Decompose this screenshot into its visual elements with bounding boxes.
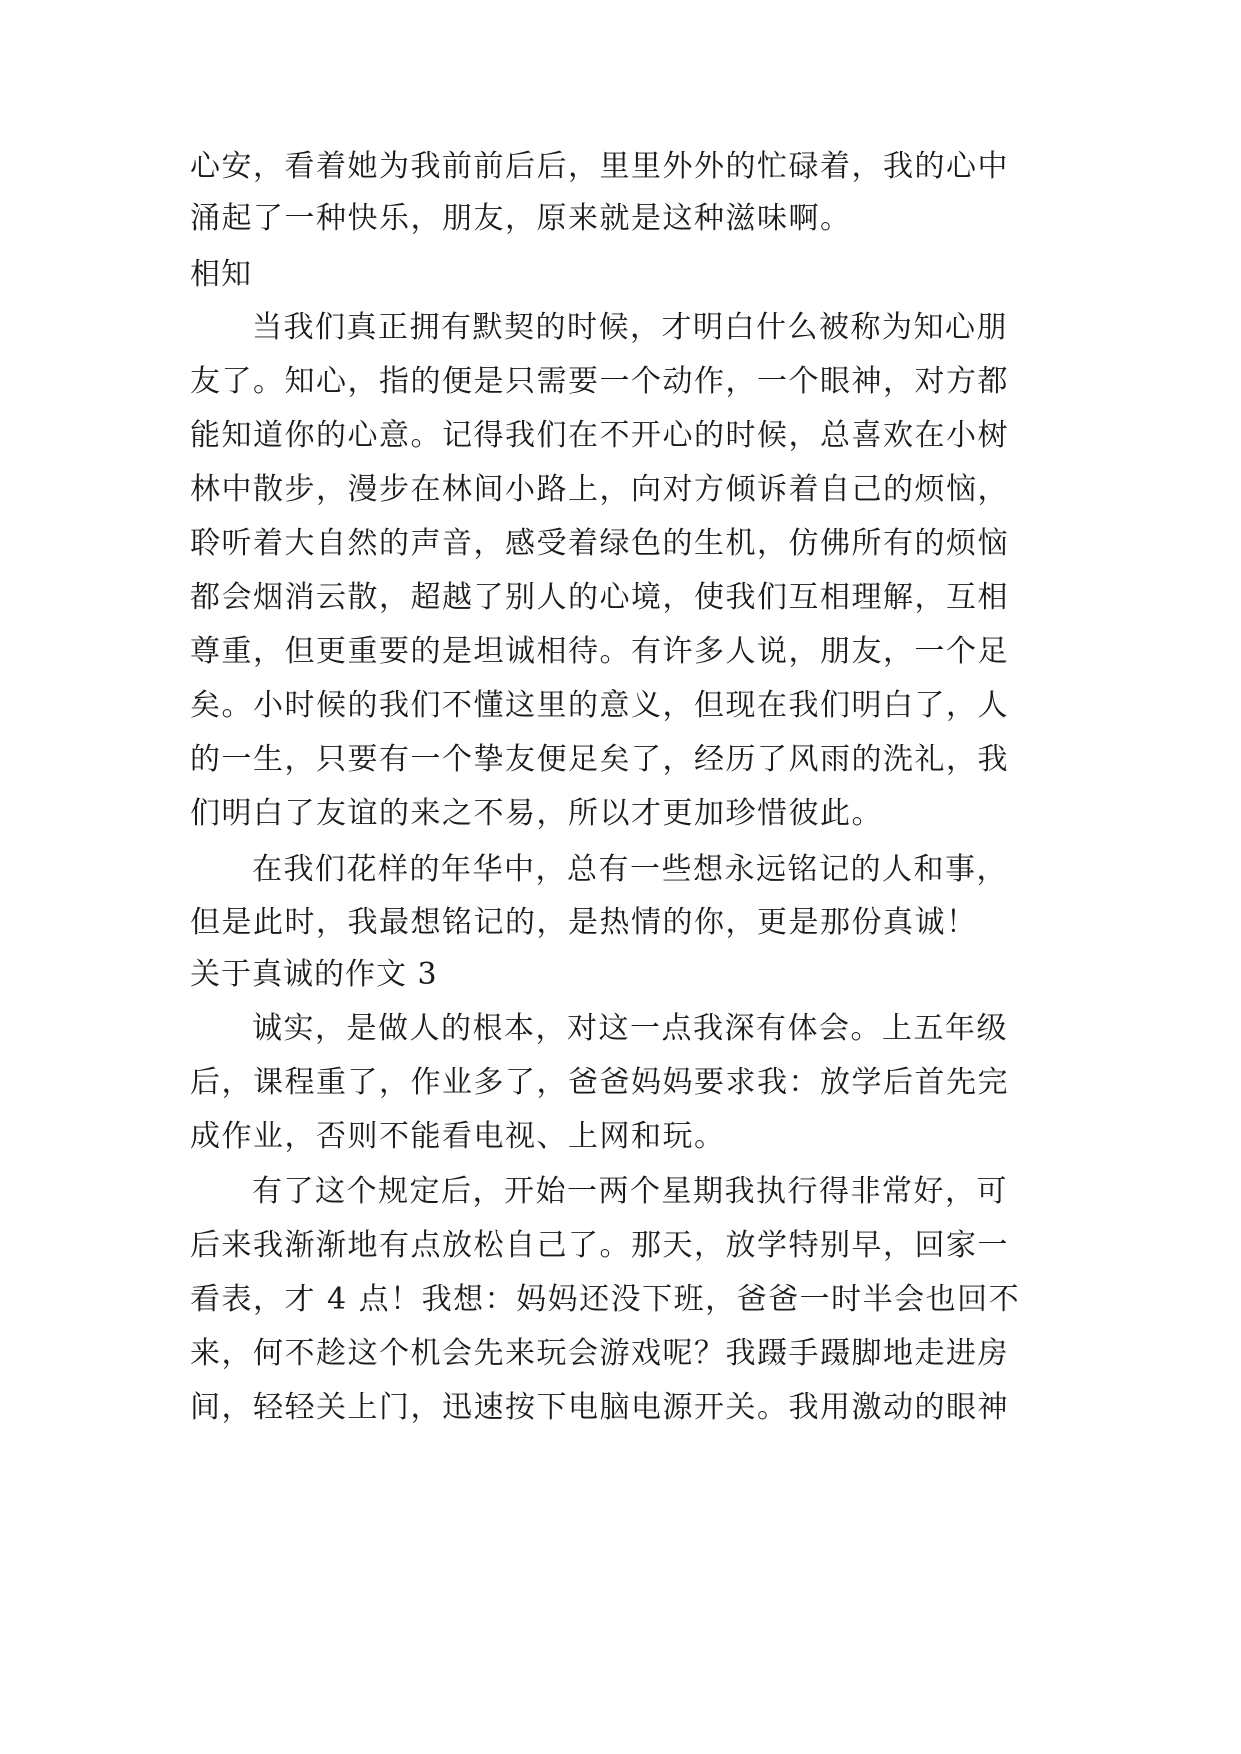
text-line: 心安，看着她为我前前后后，里里外外的忙碌着，我的心中 <box>190 149 1009 184</box>
text-line: 涌起了一种快乐，朋友，原来就是这种滋味啊。 <box>190 201 852 236</box>
section-heading: 相知 <box>190 257 252 292</box>
text-line: 林中散步，漫步在林间小路上，向对方倾诉着自己的烦恼， <box>190 472 1009 507</box>
text-line: 但是此时，我最想铭记的，是热情的你，更是那份真诚！ <box>190 905 978 940</box>
text-line: 间，轻轻关上门，迅速按下电脑电源开关。我用激动的眼神 <box>190 1390 1009 1425</box>
text-line: 看表，才 4 点！我想：妈妈还没下班，爸爸一时半会也回不 <box>190 1282 1021 1317</box>
text-line: 成作业，否则不能看电视、上网和玩。 <box>190 1119 726 1154</box>
text-line: 友了。知心，指的便是只需要一个动作，一个眼神，对方都 <box>190 364 1009 399</box>
essay-title: 关于真诚的作文 3 <box>190 957 438 992</box>
text-line: 聆听着大自然的声音，感受着绿色的生机，仿佛所有的烦恼 <box>190 526 1009 561</box>
text-line: 能知道你的心意。记得我们在不开心的时候，总喜欢在小树 <box>190 418 1009 453</box>
text-line: 的一生，只要有一个挚友便足矣了，经历了风雨的洗礼，我 <box>190 742 1009 777</box>
text-line: 诚实，是做人的根本，对这一点我深有体会。上五年级 <box>252 1011 1008 1046</box>
text-line: 矣。小时候的我们不懂这里的意义，但现在我们明白了，人 <box>190 688 1009 723</box>
text-line: 后来我渐渐地有点放松自己了。那天，放学特别早，回家一 <box>190 1228 1009 1263</box>
text-line: 当我们真正拥有默契的时候，才明白什么被称为知心朋 <box>252 310 1008 345</box>
text-line: 都会烟消云散，超越了别人的心境，使我们互相理解，互相 <box>190 580 1009 615</box>
text-line: 在我们花样的年华中，总有一些想永远铭记的人和事， <box>252 852 1008 887</box>
text-line: 们明白了友谊的来之不易，所以才更加珍惜彼此。 <box>190 796 883 831</box>
text-line: 尊重，但更重要的是坦诚相待。有许多人说，朋友，一个足 <box>190 634 1009 669</box>
text-line: 后，课程重了，作业多了，爸爸妈妈要求我：放学后首先完 <box>190 1065 1009 1100</box>
text-line: 来，何不趁这个机会先来玩会游戏呢？我蹑手蹑脚地走进房 <box>190 1336 1009 1371</box>
text-line: 有了这个规定后，开始一两个星期我执行得非常好，可 <box>252 1174 1008 1209</box>
